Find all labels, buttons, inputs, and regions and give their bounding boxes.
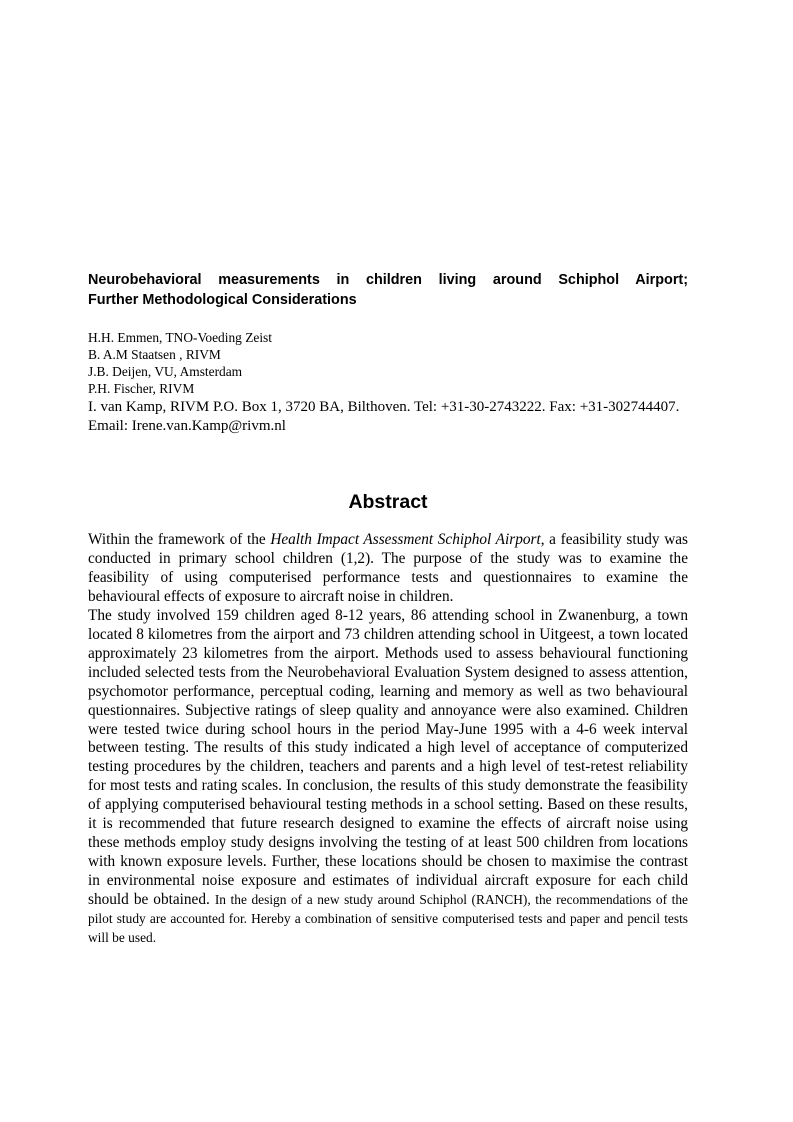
abstract-body: [88, 531, 688, 948]
author-contact: I. van Kamp, RIVM P.O. Box 1, 3720 BA, Bilthoven. Tel: +31-30-2743222. Fax: +31-302744407. Email: Irene.van.Kamp@rivm.nl: [88, 399, 680, 434]
abstract-paragraph-2: [88, 607, 688, 948]
abstract-p1-intro: Within the framework of the: [88, 531, 271, 548]
abstract-paragraph-1: [88, 531, 688, 607]
abstract-p2-main: The study involved 159 children aged 8-12 years, 86 attending school in Zwanenburg, a town located 8 kilometres from the airport and 73 children attending school in Uitgeest, a town located approximately 23 kilometres from the airport. Methods used to assess behavioural functioning included selected tests from the Neurobehavioral Evaluation System designed to assess attention, psychomotor performance, perceptual coding, learning and memory as well as two behavioural questionnaires. Subjective ratings of sleep quality and annoyance were also examined. Children were tested twice during school hours in the period May-June 1995 with a 4-6 week interval between testing. The results of this study indicated a high level of acceptance of computerized testing procedures by the children, teachers and parents and a high level of test-retest reliability for most tests and rating scales. In conclusion, the results of this study demonstrate the feasibility of applying computerised behavioural testing methods in a school setting. Based on these results, it is recommended that future research designed to examine the effects of aircraft noise using these methods employ study designs involving the testing of at least 500 children from locations with known exposure levels. Further, these locations should be chosen to maximise the contrast in environmental noise exposure and estimates of individual aircraft exposure for each child should be obtained.: [88, 606, 688, 909]
author-3: J.B. Deijen, VU, Amsterdam: [88, 364, 243, 379]
abstract-heading: Abstract: [348, 491, 428, 513]
abstract-p1-rest: , a feasibility study was conducted in primary school children (1,2). The purpose of the study was to examine the feasibility of using computerised performance tests and questionnaires to examine the behavioural effects of exposure to aircraft noise in children.: [88, 531, 688, 605]
paper-title-line-2: Further Methodological Considerations: [88, 292, 357, 308]
abstract-p2-small: In the design of a new study around Schiphol (RANCH), the recommendations of the pilot study are accounted for. Hereby a combination of sensitive computerised tests and paper and pencil tests will be used.: [88, 892, 688, 946]
paper-title-line-1: Neurobehavioral measurements in children living around Schiphol Airport;: [88, 272, 688, 288]
document-page: [88, 270, 688, 948]
abstract-p1-italic: Health Impact Assessment Schiphol Airport: [270, 531, 541, 548]
author-4: P.H. Fischer, RIVM: [88, 381, 195, 396]
paper-title: [88, 270, 688, 310]
author-2: B. A.M Staatsen , RIVM: [88, 347, 221, 362]
author-list: [88, 329, 688, 436]
author-1: H.H. Emmen, TNO-Voeding Zeist: [88, 330, 272, 345]
